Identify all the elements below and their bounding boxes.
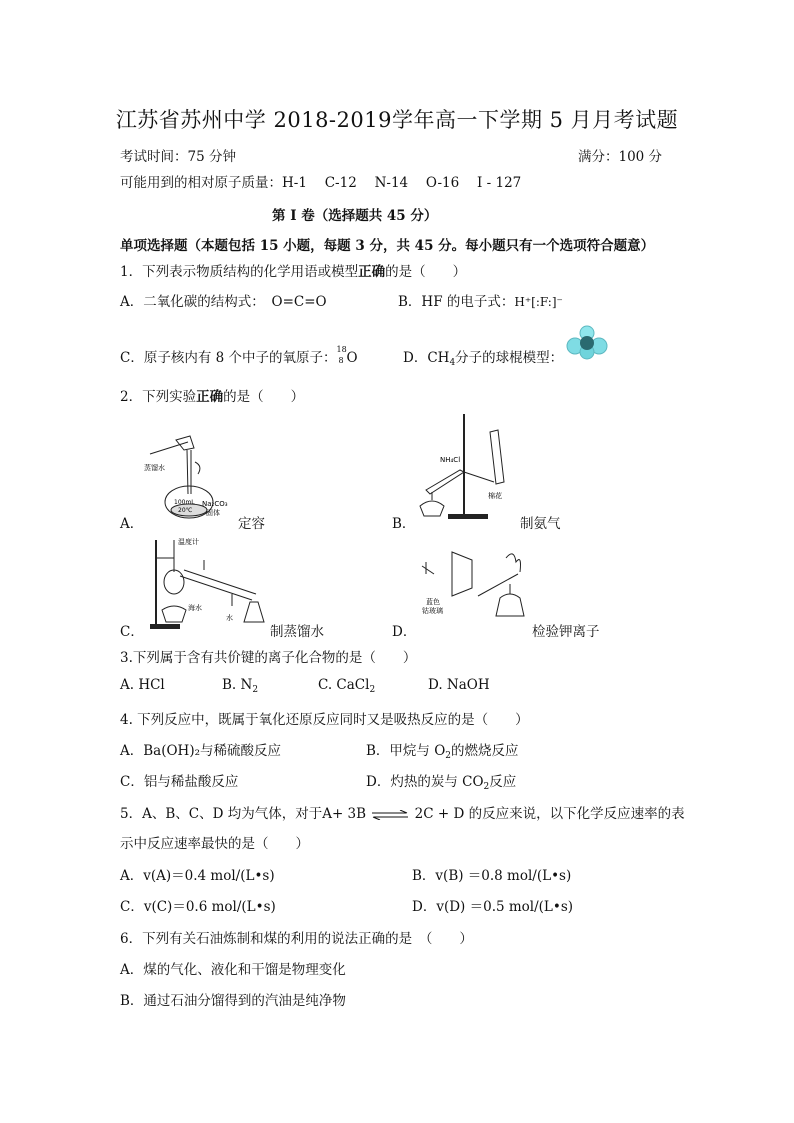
section-heading: 第 I 卷（选择题共 45 分）: [272, 208, 438, 224]
isotope-symbol: O: [346, 349, 358, 366]
question-2-stem: [120, 385, 304, 405]
q3-option-d: D. NaOH: [428, 677, 490, 693]
distillation-figure: [146, 530, 272, 634]
q5-option-b: B．v(B) ＝0.8 mol/(L•s): [412, 868, 572, 884]
q1-option-d: [403, 346, 563, 368]
q2-b-caption: 制氨气: [520, 516, 561, 532]
q4-option-b: [366, 739, 519, 761]
exam-time: 考试时间：75 分钟: [120, 149, 236, 165]
page-title: 江苏省苏州中学 2018-2019学年高一下学期 5 月月考试题: [115, 108, 679, 132]
q2-stem-part: 2．下列实验: [120, 389, 197, 405]
label-solid: 固体: [206, 509, 220, 517]
label-flask-volume: 100mL: [174, 499, 195, 506]
equilibrium-arrow-icon: [370, 810, 410, 820]
q2-c-label: C．: [120, 624, 144, 640]
q4-option-c: C．铝与稀盐酸反应: [120, 774, 239, 790]
q2-d-label: D．: [392, 624, 417, 640]
q3-option-c-text: C. CaCl: [318, 677, 370, 693]
label-cotton: 棉花: [488, 492, 502, 500]
q1-stem-end: 的是（ ）: [385, 264, 467, 280]
label-flask-temp: 20℃: [178, 507, 193, 514]
q1-option-b-text: B．HF 的电子式：: [398, 294, 515, 310]
question-6-stem: 6．下列有关石油炼制和煤的利用的说法正确的是 （ ）: [120, 931, 473, 947]
q2-a-caption: 定容: [238, 516, 265, 532]
isotope-number: 8: [338, 355, 344, 365]
label-nh4cl: NH₄Cl: [440, 456, 461, 464]
q1-option-d-text: D．CH: [403, 350, 450, 366]
q4-option-b-text2: 的燃烧反应: [451, 743, 519, 759]
q2-d-caption: 检验钾离子: [532, 624, 600, 640]
q2-c-caption: 制蒸馏水: [270, 624, 324, 640]
q6-option-b: B．通过石油分馏得到的汽油是纯净物: [120, 993, 346, 1009]
oxygen-isotope: [336, 344, 359, 367]
q1-option-c: [120, 346, 359, 367]
q3-option-b-text: B. N: [222, 677, 253, 693]
label-distilled-water: 蒸馏水: [144, 464, 165, 472]
atomic-masses: 可能用到的相对原子质量：H-1 C-12 N-14 O-16 I - 127: [120, 175, 522, 191]
q2-stem-emphasis: 正确: [196, 389, 224, 405]
q1-option-d-text2: 分子的球棍模型：: [455, 350, 564, 366]
q1-option-a: A．二氧化碳的结构式： O=C=O: [120, 294, 327, 310]
q2-b-label: B．: [392, 516, 416, 532]
q5-stem-part2: 2C + D 的反应来说，以下化学反应速率的表: [414, 806, 685, 822]
q4-option-d-sub: 2: [483, 782, 490, 792]
q5-option-d: D．v(D) ＝0.5 mol/(L•s): [412, 899, 574, 915]
q2-stem-end: 的是（ ）: [223, 389, 305, 405]
q5-stem-line2: 示中反应速率最快的是（ ）: [120, 836, 309, 852]
label-thermometer: 温度计: [178, 538, 199, 546]
q3-option-c-sub: 2: [369, 685, 376, 695]
q3-option-a: A. HCl: [120, 677, 165, 693]
q5-option-a: A．v(A)＝0.4 mol/(L•s): [120, 868, 275, 884]
q3-option-c: [318, 677, 375, 695]
isotope-mass: 18: [336, 344, 347, 354]
ammonia-apparatus-figure: [412, 412, 522, 524]
label-blue: 蓝色: [426, 598, 440, 606]
q1-option-b: [398, 290, 563, 310]
section-instruction: 单项选择题（本题包括 15 小题，每题 3 分，共 45 分。每小题只有一个选项符合题意）: [120, 238, 655, 254]
volumetric-flask-figure: [140, 432, 240, 524]
q1-option-d-sub: 4: [449, 358, 456, 368]
q4-option-b-text: B．甲烷与 O: [366, 743, 446, 759]
q1-option-c-text: C．原子核内有 8 个中子的氧原子：: [120, 350, 337, 366]
label-na2co3: Na₂CO₃: [202, 500, 228, 508]
q2-a-label: A．: [120, 516, 144, 532]
question-4-stem: 4. 下列反应中，既属于氧化还原反应同时又是吸热反应的是（ ）: [120, 712, 529, 728]
hf-electron-formula: H⁺[:F:]⁻: [514, 295, 563, 309]
q4-option-b-sub: 2: [445, 751, 452, 761]
q1-stem-part: 1．下列表示物质结构的化学用语或模型: [120, 264, 359, 280]
q3-option-b-sub: 2: [252, 685, 259, 695]
question-3-stem: 3.下列属于含有共价键的离子化合物的是（ ）: [120, 650, 417, 666]
q3-option-b: [222, 677, 258, 695]
label-cobalt-glass: 钴玻璃: [422, 607, 443, 615]
q6-option-a: A．煤的气化、液化和干馏是物理变化: [120, 962, 346, 978]
question-1-stem: [120, 260, 466, 280]
flame-test-figure: [420, 546, 534, 630]
q4-option-d-text: D．灼热的炭与 CO: [366, 774, 484, 790]
q4-option-d: [366, 770, 516, 792]
question-5-stem: [120, 802, 685, 822]
label-seawater: 海水: [188, 604, 202, 612]
label-water: 水: [226, 614, 233, 622]
q5-stem-part1: 5．A、B、C、D 均为气体，对于A+ 3B: [120, 806, 367, 822]
q4-option-d-text2: 反应: [489, 774, 517, 790]
q5-option-c: C．v(C)＝0.6 mol/(L•s): [120, 899, 276, 915]
ch4-ball-model-icon: [566, 324, 608, 360]
q4-option-a: A．Ba(OH)₂与稀硫酸反应: [120, 743, 282, 759]
full-score: 满分：100 分: [578, 149, 663, 165]
q1-stem-emphasis: 正确: [358, 264, 386, 280]
